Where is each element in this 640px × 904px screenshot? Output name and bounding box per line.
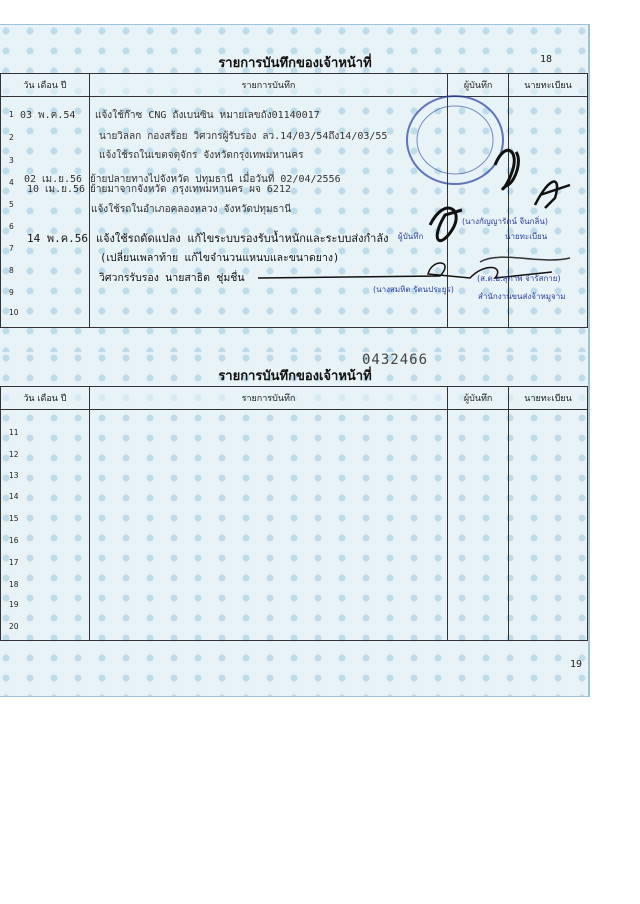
row-number: 10 [9,308,19,317]
stamp-office: สำนักงานขนส่งจ้าหมูจาม [478,292,566,301]
records-table-bottom [0,386,588,641]
registrar-flourish [480,257,570,262]
entry-text: วิศวกรรับรอง นายสาธิต ชุ่มชื่น [99,272,245,284]
row-number: 11 [9,428,19,437]
row-number: 18 [9,580,19,589]
page-title-top: รายการบันทึกของเจ้าหน้าที่ [218,56,372,71]
row-number: 9 [9,288,14,297]
header-registrar: นายทะเบียน [509,387,588,410]
row-number: 15 [9,514,19,523]
stamp-recorder-label: ผู้บันทึก [398,232,424,241]
entry-text: นายวิลลก กองสร้อย วิศวกรผู้รับรอง ลว.14/03/54ถึง14/03/55 [99,131,388,142]
stamp-recorder-name-2: (นางกัญญารัตน์ จีนกลิ่น) [462,217,548,226]
row-number: 16 [9,536,19,545]
header-date: วัน เดือน ปี [1,387,90,410]
stamp-registrar-name: (ส.ต.อ.สุภาพ จำรัสกาย) [477,274,561,283]
entry-date: 03 พ.ค.54 [20,110,76,121]
row-number: 13 [9,471,19,480]
page-number-top: 18 [540,54,553,65]
header-date: วัน เดือน ปี [1,74,90,97]
entry-text: แจ้งใช้รถในเขตจตุจักร จังหวัดกรุงเทพมหานคร [99,150,304,161]
entry-date: 02 เม.ย.56 [24,174,83,185]
signature-recorder [430,208,462,241]
stamp-registrar-label: นายทะเบียน [505,232,548,241]
entry-text: ย้ายปลายทางไปจังหวัด ปทุมธานี เมื่อวันที่ 02/04/2556 [90,174,341,185]
page-number-bottom: 19 [570,659,583,670]
header-registrar: นายทะเบียน [509,74,588,97]
header-record: รายการบันทึก [89,387,447,410]
header-record: รายการบันทึก [89,74,447,97]
entry-date: 10 เม.ย.56 [27,184,86,195]
entry-text: (เปลี่ยนเพลาท้าย แก้ไขจำนวนแหนบและขนาดยาง) [100,252,340,264]
row-number: 3 [9,156,14,165]
header-recorder: ผู้บันทึก [448,74,509,97]
row-number: 20 [9,622,19,631]
row-number: 17 [9,558,19,567]
signature-registrar-1 [495,150,518,189]
entry-text: แจ้งใช้ก๊าซ CNG ถังเบนซิน หมายเลขถัง01140017 [95,110,320,121]
row-number: 4 [9,178,14,187]
row-number: 8 [9,266,14,275]
signature-registrar-2 [535,182,570,208]
entry-text: ย้ายมาจากจังหวัด กรุงเทพมหานคร ผจ 6212 [90,184,291,195]
row-number: 6 [9,222,14,231]
page-title-bottom: รายการบันทึกของเจ้าหน้าที่ [218,369,372,384]
stamp-recorder-name: (นางสมหิต รัตนประยูร) [373,285,454,294]
serial-number: 0432466 [362,352,429,368]
round-stamp [407,96,503,184]
row-number: 14 [9,492,19,501]
row-number: 1 [9,110,14,119]
row-number: 7 [9,244,14,253]
row-number: 12 [9,450,19,459]
row-number: 5 [9,200,14,209]
entry-text: แจ้งใช้รถในอำเภอคลองหลวง จังหวัดปทุมธานี [91,204,292,215]
row-number: 19 [9,600,19,609]
entry-text: แจ้งใช้รถดัดแปลง แก้ไขระบบรองรับน้ำหนักและระบบส่งกำลัง [96,232,389,245]
header-recorder: ผู้บันทึก [448,387,509,410]
entry-date: 14 พ.ค.56 [27,232,88,245]
row-number: 2 [9,133,14,142]
